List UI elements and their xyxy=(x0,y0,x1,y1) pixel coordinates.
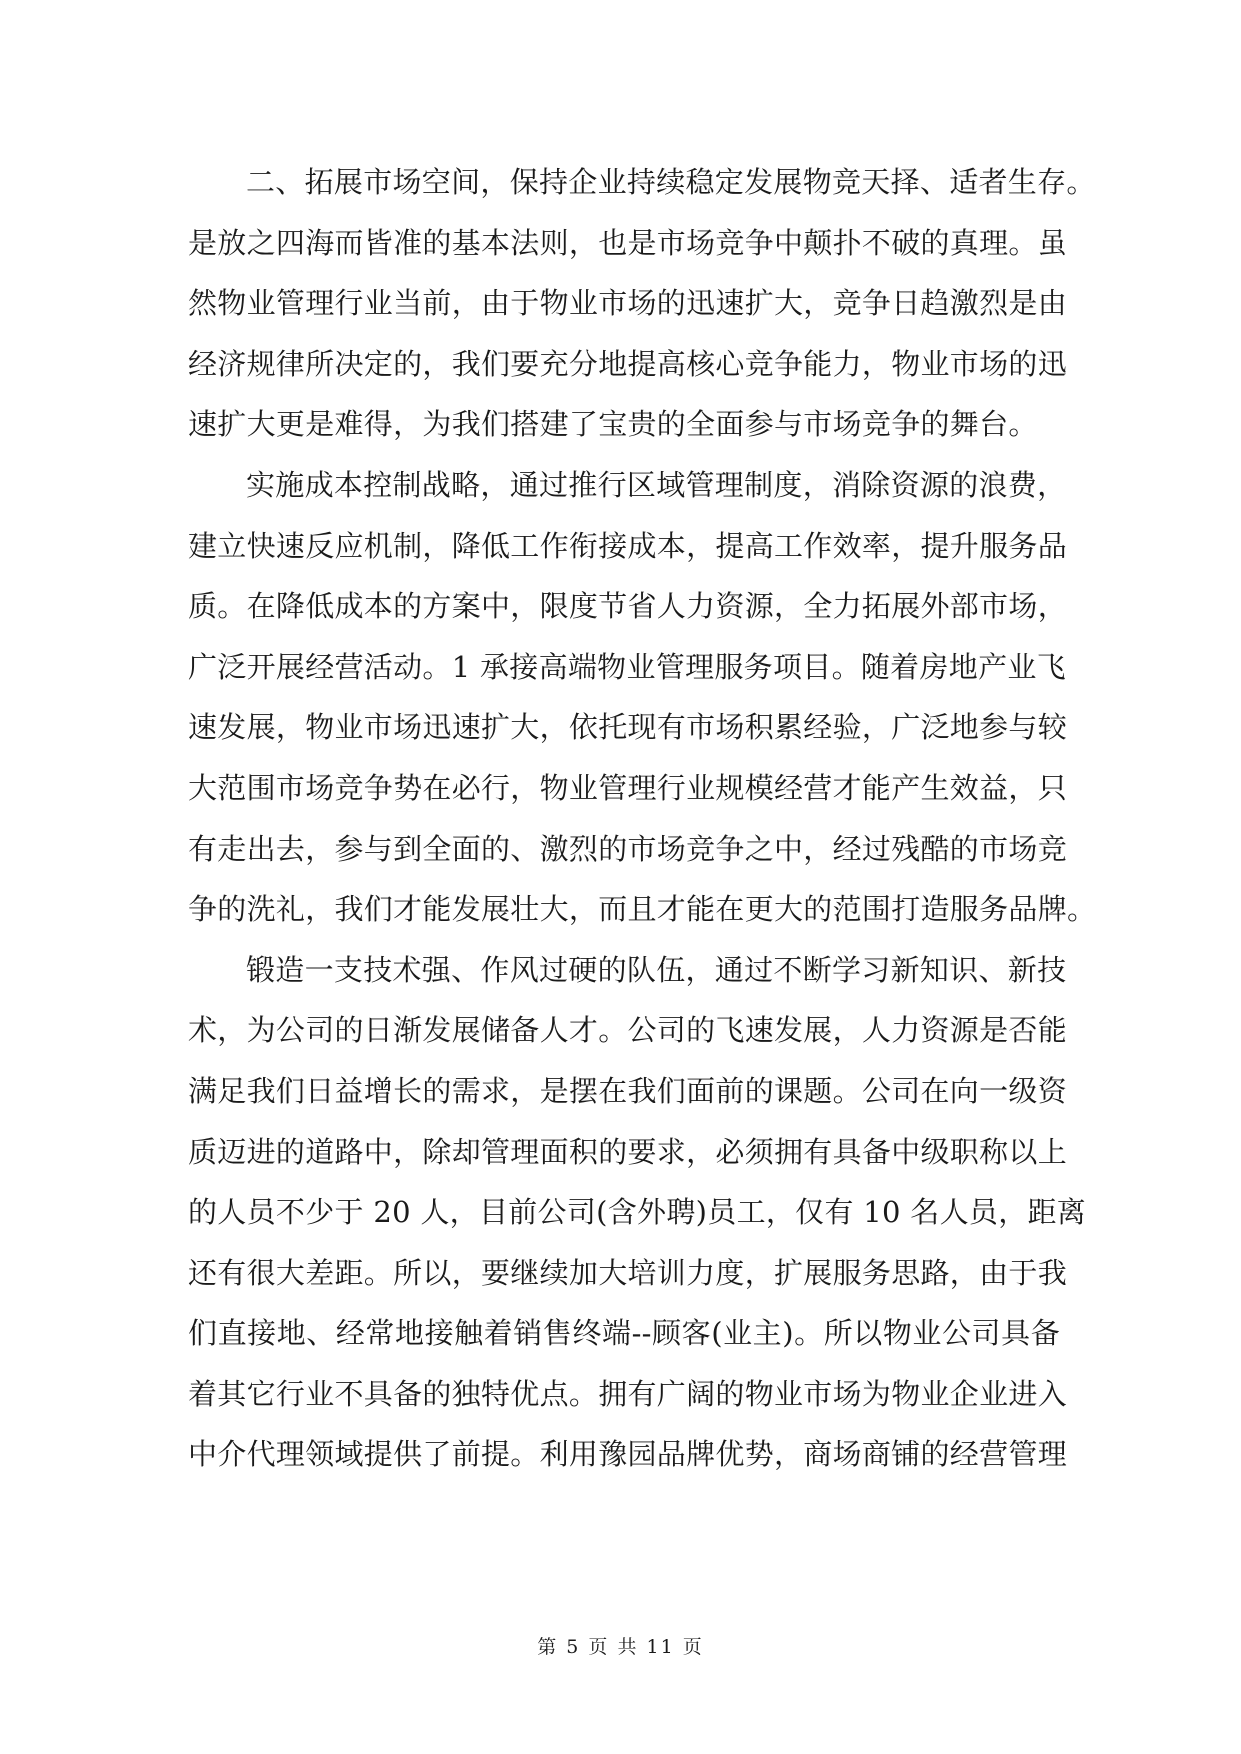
paragraph-2-line-7: 有走出去，参与到全面的、激烈的市场竞争之中，经过残酷的市场竞 xyxy=(188,831,1068,866)
paragraph-3-line-2: 术，为公司的日渐发展储备人才。公司的飞速发展，人力资源是否能 xyxy=(188,1013,1068,1048)
paragraph-3-line-4: 质迈进的道路中，除却管理面积的要求，必须拥有具备中级职称以上 xyxy=(188,1134,1068,1169)
body-text xyxy=(188,152,1097,1485)
paragraph-1-line-1: 二、拓展市场空间，保持企业持续稳定发展物竞天择、适者生存。 xyxy=(246,165,1096,199)
paragraph-2-line-1: 实施成本控制战略，通过推行区域管理制度，消除资源的浪费， xyxy=(246,467,1067,502)
paragraph-1-line-3: 然物业管理行业当前，由于物业市场的迅速扩大，竞争日趋激烈是由 xyxy=(188,286,1068,321)
paragraph-3-line-1: 锻造一支技术强、作风过硬的队伍，通过不断学习新知识、新技 xyxy=(246,952,1067,987)
paragraph-2-line-8: 争的洗礼，我们才能发展壮大，而且才能在更大的范围打造服务品牌。 xyxy=(188,892,1097,927)
paragraph-3-line-6: 还有很大差距。所以，要继续加大培训力度，扩展服务思路，由于我 xyxy=(188,1255,1068,1290)
paragraph-2-line-4: 广泛开展经营活动。1 承接高端物业管理服务项目。随着房地产业飞 xyxy=(188,649,1066,684)
paragraph-3-line-3: 满足我们日益增长的需求，是摆在我们面前的课题。公司在向一级资 xyxy=(188,1073,1068,1108)
paragraph-1-line-2: 是放之四海而皆准的基本法则，也是市场竞争中颠扑不破的真理。虽 xyxy=(188,225,1068,260)
paragraph-2-line-5: 速发展，物业市场迅速扩大，依托现有市场积累经验，广泛地参与较 xyxy=(188,710,1068,745)
paragraph-3-line-9: 中介代理领域提供了前提。利用豫园品牌优势，商场商铺的经营管理 xyxy=(188,1437,1068,1472)
paragraph-1-line-4: 经济规律所决定的，我们要充分地提高核心竞争能力，物业市场的迅 xyxy=(188,346,1068,381)
paragraph-2-line-2: 建立快速反应机制，降低工作衔接成本，提高工作效率，提升服务品 xyxy=(188,528,1068,563)
paragraph-3-line-5: 的人员不少于 20 人，目前公司(含外聘)员工，仅有 10 名人员，距离 xyxy=(188,1195,1087,1230)
paragraph-3-line-7: 们直接地、经常地接触着销售终端--顾客(业主)。所以物业公司具备 xyxy=(188,1316,1060,1351)
paragraph-2-line-6: 大范围市场竞争势在必行，物业管理行业规模经营才能产生效益，只 xyxy=(188,770,1068,805)
page-number-footer: 第 5 页 共 11 页 xyxy=(537,1636,704,1658)
paragraph-3-line-8: 着其它行业不具备的独特优点。拥有广阔的物业市场为物业企业进入 xyxy=(188,1376,1068,1411)
paragraph-2-line-3: 质。在降低成本的方案中，限度节省人力资源，全力拓展外部市场， xyxy=(188,589,1068,624)
paragraph-1-line-5: 速扩大更是难得，为我们搭建了宝贵的全面参与市场竞争的舞台。 xyxy=(188,407,1038,442)
